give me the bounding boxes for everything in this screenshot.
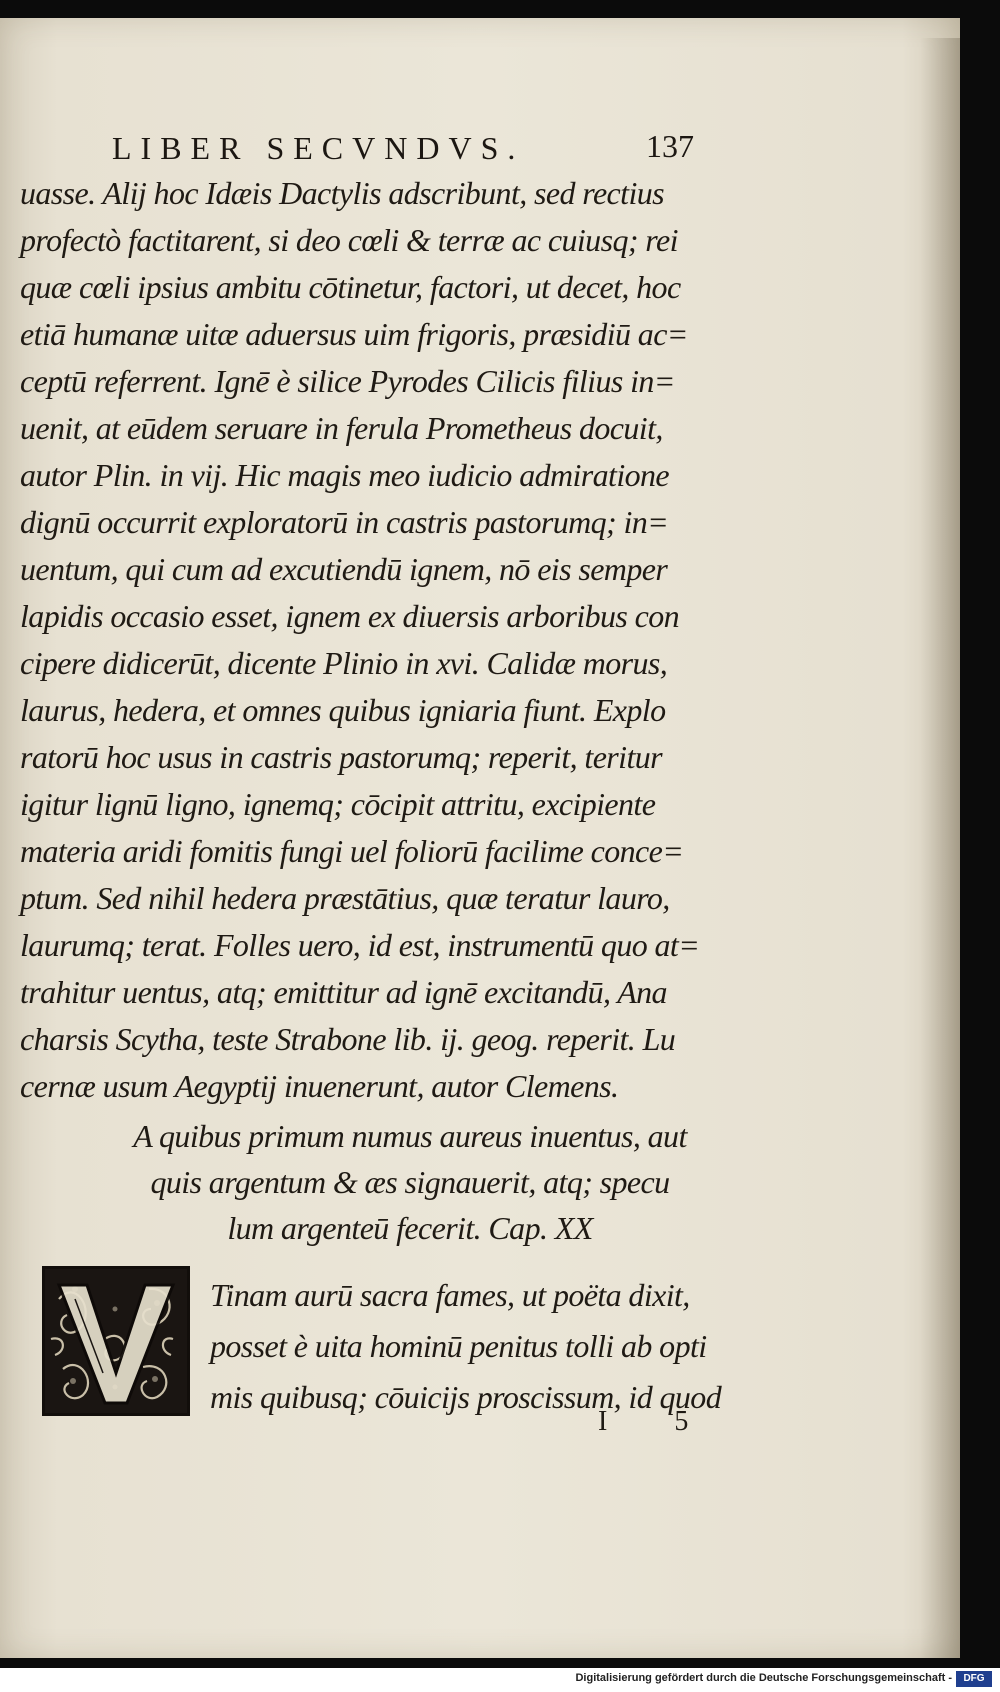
- text-line: laurus, hedera, et omnes quibus igniaria fiunt. Explo: [20, 692, 666, 728]
- signature-mark: I 5: [598, 1406, 719, 1437]
- text-line: uentum, qui cum ad excutiendū ignem, nō eis semper: [20, 551, 668, 587]
- body-text: [20, 170, 920, 1110]
- dfg-logo-icon: DFG: [956, 1671, 992, 1687]
- text-line: etiā humanæ uitæ aduersus uim frigoris, præsidiū ac=: [20, 316, 688, 352]
- chapter-opening-text: [210, 1270, 770, 1423]
- decorated-initial: [42, 1266, 190, 1416]
- chapter-heading-line: quis argentum & æs signauerit, atq; specu: [150, 1164, 670, 1200]
- page-number: 137: [646, 128, 694, 164]
- text-line: igitur lignū ligno, ignemq; cōcipit attritu, excipiente: [20, 786, 656, 822]
- text-line: cipere didicerūt, dicente Plinio in xvi. Calidæ morus,: [20, 645, 668, 681]
- text-line: ratorū hoc usus in castris pastorumq; reperit, teritur: [20, 739, 662, 775]
- chapter-heading: [60, 1113, 760, 1251]
- text-line: mis quibusq; cōuicijs proscissum, id quod: [210, 1379, 722, 1415]
- text-line: uenit, at eūdem seruare in ferula Prometheus docuit,: [20, 410, 663, 446]
- text-line: uasse. Alij hoc Idæis Dactylis adscribunt, sed rectius: [20, 175, 664, 211]
- text-line: dignū occurrit exploratorū in castris pastorumq; in=: [20, 504, 669, 540]
- text-line: trahitur uentus, atq; emittitur ad ignē excitandū, Ana: [20, 974, 667, 1010]
- decorated-initial-icon: [45, 1269, 187, 1413]
- text-line: autor Plin. in vij. Hic magis meo iudicio admiratione: [20, 457, 670, 493]
- text-line: cernæ usum Aegyptij inuenerunt, autor Clemens.: [20, 1068, 619, 1104]
- text-line: posset è uita hominū penitus tolli ab opti: [210, 1328, 707, 1364]
- text-line: ptum. Sed nihil hedera præstātius, quæ teratur lauro,: [20, 880, 670, 916]
- footer-bar: [0, 1668, 1000, 1692]
- running-head: LIBER SECVNDVS.: [112, 130, 525, 166]
- chapter-heading-line: A quibus primum numus aureus inuentus, aut: [133, 1118, 687, 1154]
- book-page: [0, 18, 960, 1658]
- text-line: ceptū referrent. Ignē è silice Pyrodes Cilicis filius in=: [20, 363, 675, 399]
- text-line: materia aridi fomitis fungi uel foliorū facilime conce=: [20, 833, 684, 869]
- chapter-heading-line: lum argenteū fecerit. Cap. XX: [227, 1210, 593, 1246]
- page-edge-shadow: [920, 38, 960, 1658]
- funding-credit: Digitalisierung gefördert durch die Deutsche Forschungsgemeinschaft -: [575, 1672, 952, 1684]
- text-line: lapidis occasio esset, ignem ex diuersis arboribus con: [20, 598, 680, 634]
- text-line: quæ cœli ipsius ambitu cōtinetur, factori, ut decet, hoc: [20, 269, 681, 305]
- text-line: laurumq; terat. Folles uero, id est, instrumentū quo at=: [20, 927, 700, 963]
- text-line: charsis Scytha, teste Strabone lib. ij. geog. reperit. Lu: [20, 1021, 676, 1057]
- text-line: Tinam aurū sacra fames, ut poëta dixit,: [210, 1277, 690, 1313]
- text-line: profectò factitarent, si deo cœli & terræ ac cuiusq; rei: [20, 222, 678, 258]
